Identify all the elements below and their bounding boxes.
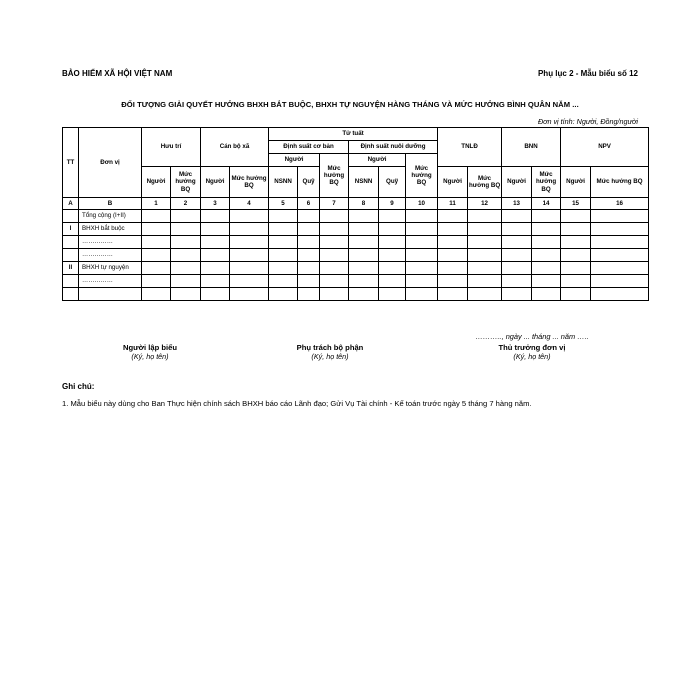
data-cell xyxy=(438,249,468,262)
data-cell xyxy=(561,288,591,301)
data-cell xyxy=(502,223,532,236)
data-cell xyxy=(438,236,468,249)
data-cell xyxy=(468,288,502,301)
header-fund: Quỹ xyxy=(379,167,406,198)
data-cell xyxy=(349,249,379,262)
data-cell xyxy=(201,223,230,236)
table-row xyxy=(63,236,649,249)
data-cell xyxy=(502,275,532,288)
data-cell xyxy=(379,236,406,249)
table-row xyxy=(63,275,649,288)
data-cell xyxy=(201,262,230,275)
index-cell: 8 xyxy=(349,198,379,210)
index-cell: 10 xyxy=(406,198,438,210)
header-persons: Người xyxy=(142,167,171,198)
data-cell xyxy=(201,236,230,249)
data-cell xyxy=(349,223,379,236)
header-nurture-persons: Người xyxy=(349,154,406,167)
head-role: Thủ trưởng đơn vị xyxy=(498,343,566,352)
data-cell xyxy=(532,236,561,249)
data-cell xyxy=(201,288,230,301)
data-cell xyxy=(438,262,468,275)
header-persons: Người xyxy=(502,167,532,198)
data-cell xyxy=(406,249,438,262)
data-cell xyxy=(561,223,591,236)
header-avg-benefit: Mức hưởng BQ xyxy=(230,167,269,198)
data-cell xyxy=(406,236,438,249)
data-cell xyxy=(591,249,649,262)
head-signature xyxy=(468,343,596,361)
data-cell xyxy=(320,262,349,275)
data-cell xyxy=(379,223,406,236)
data-cell xyxy=(201,249,230,262)
data-cell xyxy=(468,249,502,262)
data-cell xyxy=(298,288,320,301)
data-cell xyxy=(298,275,320,288)
header-fund: Quỹ xyxy=(298,167,320,198)
data-cell xyxy=(502,288,532,301)
header-commune-officer: Cán bộ xã xyxy=(201,128,269,167)
data-cell xyxy=(171,236,201,249)
row-index xyxy=(63,210,79,223)
head-note: (Ký, họ tên) xyxy=(513,352,551,361)
data-cell xyxy=(406,223,438,236)
data-cell xyxy=(561,236,591,249)
data-cell xyxy=(532,249,561,262)
header-avg-benefit: Mức hưởng BQ xyxy=(532,167,561,198)
data-cell xyxy=(171,288,201,301)
row-unit-name: BHXH bắt buộc xyxy=(79,223,142,236)
data-cell xyxy=(406,262,438,275)
row-index xyxy=(63,249,79,262)
header-state-budget: NSNN xyxy=(349,167,379,198)
row-index xyxy=(63,275,79,288)
row-unit-name: …………… xyxy=(79,236,142,249)
data-cell xyxy=(230,288,269,301)
row-index xyxy=(63,236,79,249)
data-cell xyxy=(561,275,591,288)
index-cell: 3 xyxy=(201,198,230,210)
unit-of-measure: Đơn vị tính: Người, Đồng/người xyxy=(537,117,638,126)
preparer-signature xyxy=(100,343,200,361)
header-retirement: Hưu trí xyxy=(142,128,201,167)
data-cell xyxy=(349,210,379,223)
data-cell xyxy=(269,210,298,223)
header-survivorship: Tử tuất xyxy=(269,128,438,141)
index-cell: 4 xyxy=(230,198,269,210)
index-cell: 1 xyxy=(142,198,171,210)
data-cell xyxy=(320,236,349,249)
data-cell xyxy=(201,210,230,223)
header-tt: TT xyxy=(63,128,79,198)
report-table xyxy=(62,127,649,301)
header-persons: Người xyxy=(201,167,230,198)
data-cell xyxy=(320,210,349,223)
report-title: ĐỐI TƯỢNG GIẢI QUYẾT HƯỞNG BHXH BẮT BUỘC, BHXH TỰ NGUYỆN HÀNG THÁNG VÀ MỨC HƯỞNG BÌNH QUÂN NĂM ... xyxy=(121,100,579,109)
data-cell xyxy=(142,223,171,236)
header-unit: Đơn vị xyxy=(79,128,142,198)
data-cell xyxy=(561,249,591,262)
data-cell xyxy=(591,210,649,223)
data-cell xyxy=(591,262,649,275)
index-cell: A xyxy=(63,198,79,210)
department-role: Phụ trách bộ phận xyxy=(296,343,364,352)
column-index-row xyxy=(63,198,649,210)
data-cell xyxy=(379,249,406,262)
header-basic-avg: Mức hưởng BQ xyxy=(320,154,349,198)
index-cell: 15 xyxy=(561,198,591,210)
data-cell xyxy=(142,288,171,301)
data-cell xyxy=(379,210,406,223)
data-cell xyxy=(171,275,201,288)
data-cell xyxy=(406,288,438,301)
data-cell xyxy=(230,236,269,249)
date-line: ……….., ngày ... tháng ... năm ….. xyxy=(475,332,589,341)
data-cell xyxy=(502,236,532,249)
data-cell xyxy=(502,210,532,223)
data-cell xyxy=(171,210,201,223)
data-cell xyxy=(320,288,349,301)
data-cell xyxy=(298,236,320,249)
data-cell xyxy=(438,223,468,236)
data-cell xyxy=(320,275,349,288)
appendix-label: Phụ lục 2 - Mẫu biểu số 12 xyxy=(537,69,638,78)
data-cell xyxy=(349,275,379,288)
data-cell xyxy=(171,249,201,262)
row-unit-name: …………… xyxy=(79,275,142,288)
data-cell xyxy=(468,262,502,275)
index-cell: B xyxy=(79,198,142,210)
table-row xyxy=(63,210,649,223)
data-cell xyxy=(379,275,406,288)
header-basic-persons: Người xyxy=(269,154,320,167)
header-npv: NPV xyxy=(561,128,649,167)
index-cell: 11 xyxy=(438,198,468,210)
data-cell xyxy=(201,275,230,288)
data-cell xyxy=(379,288,406,301)
data-cell xyxy=(230,262,269,275)
index-cell: 5 xyxy=(269,198,298,210)
data-cell xyxy=(171,223,201,236)
data-cell xyxy=(349,262,379,275)
data-cell xyxy=(438,275,468,288)
data-cell xyxy=(532,288,561,301)
row-index xyxy=(63,288,79,301)
data-cell xyxy=(320,223,349,236)
data-cell xyxy=(532,210,561,223)
header-avg-benefit: Mức hưởng BQ xyxy=(171,167,201,198)
data-cell xyxy=(269,236,298,249)
note-item-1: 1. Mẫu biểu này dùng cho Ban Thực hiện chính sách BHXH báo cáo Lãnh đạo; Gửi Vụ Tài chính - Kế toán trước ngày 5 tháng 7 hàng năm. xyxy=(62,399,532,408)
data-cell xyxy=(142,210,171,223)
data-cell xyxy=(298,223,320,236)
row-unit-name: Tổng cộng (I+II) xyxy=(79,210,142,223)
data-cell xyxy=(438,210,468,223)
preparer-note: (Ký, họ tên) xyxy=(131,352,169,361)
index-cell: 12 xyxy=(468,198,502,210)
department-note: (Ký, họ tên) xyxy=(311,352,349,361)
data-cell xyxy=(298,210,320,223)
data-cell xyxy=(502,262,532,275)
header-nurture-allowance: Định suất nuôi dưỡng xyxy=(349,141,438,154)
organization-name: BẢO HIỂM XÃ HỘI VIỆT NAM xyxy=(62,69,173,78)
data-cell xyxy=(230,275,269,288)
data-cell xyxy=(142,262,171,275)
index-cell: 14 xyxy=(532,198,561,210)
data-cell xyxy=(230,249,269,262)
row-index: I xyxy=(63,223,79,236)
data-cell xyxy=(591,275,649,288)
data-cell xyxy=(406,210,438,223)
data-cell xyxy=(269,275,298,288)
data-cell xyxy=(171,262,201,275)
data-cell xyxy=(468,236,502,249)
index-cell: 7 xyxy=(320,198,349,210)
header-bnn: BNN xyxy=(502,128,561,167)
data-cell xyxy=(468,275,502,288)
index-cell: 13 xyxy=(502,198,532,210)
data-cell xyxy=(502,249,532,262)
header-state-budget: NSNN xyxy=(269,167,298,198)
index-cell: 6 xyxy=(298,198,320,210)
data-cell xyxy=(591,223,649,236)
data-cell xyxy=(468,210,502,223)
data-cell xyxy=(298,262,320,275)
data-cell xyxy=(269,288,298,301)
data-cell xyxy=(320,249,349,262)
header-persons: Người xyxy=(561,167,591,198)
data-cell xyxy=(561,210,591,223)
data-cell xyxy=(532,275,561,288)
index-cell: 2 xyxy=(171,198,201,210)
row-index: II xyxy=(63,262,79,275)
notes-label: Ghi chú: xyxy=(62,382,95,391)
preparer-role: Người lập biểu xyxy=(123,343,177,352)
index-cell: 9 xyxy=(379,198,406,210)
data-cell xyxy=(379,262,406,275)
header-nurture-avg: Mức hưởng BQ xyxy=(406,154,438,198)
table-row xyxy=(63,223,649,236)
data-cell xyxy=(349,236,379,249)
department-signature xyxy=(270,343,390,361)
data-cell xyxy=(468,223,502,236)
row-unit-name: BHXH tự nguyện xyxy=(79,262,142,275)
data-cell xyxy=(269,223,298,236)
table-row xyxy=(63,288,649,301)
data-cell xyxy=(532,262,561,275)
table-row xyxy=(63,249,649,262)
data-cell xyxy=(230,223,269,236)
table-row xyxy=(63,262,649,275)
data-cell xyxy=(269,262,298,275)
data-cell xyxy=(230,210,269,223)
data-cell xyxy=(532,223,561,236)
data-cell xyxy=(406,275,438,288)
row-unit-name: …………… xyxy=(79,249,142,262)
data-cell xyxy=(591,288,649,301)
row-unit-name xyxy=(79,288,142,301)
header-avg-benefit: Mức hưởng BQ xyxy=(591,167,649,198)
data-cell xyxy=(142,249,171,262)
data-cell xyxy=(591,236,649,249)
data-cell xyxy=(349,288,379,301)
data-cell xyxy=(269,249,298,262)
data-cell xyxy=(298,249,320,262)
index-cell: 16 xyxy=(591,198,649,210)
header-tnld: TNLĐ xyxy=(438,128,502,167)
data-cell xyxy=(561,262,591,275)
data-cell xyxy=(438,288,468,301)
data-cell xyxy=(142,236,171,249)
header-avg-benefit: Mức hưởng BQ xyxy=(468,167,502,198)
header-basic-allowance: Định suất cơ bản xyxy=(269,141,349,154)
header-persons: Người xyxy=(438,167,468,198)
data-cell xyxy=(142,275,171,288)
